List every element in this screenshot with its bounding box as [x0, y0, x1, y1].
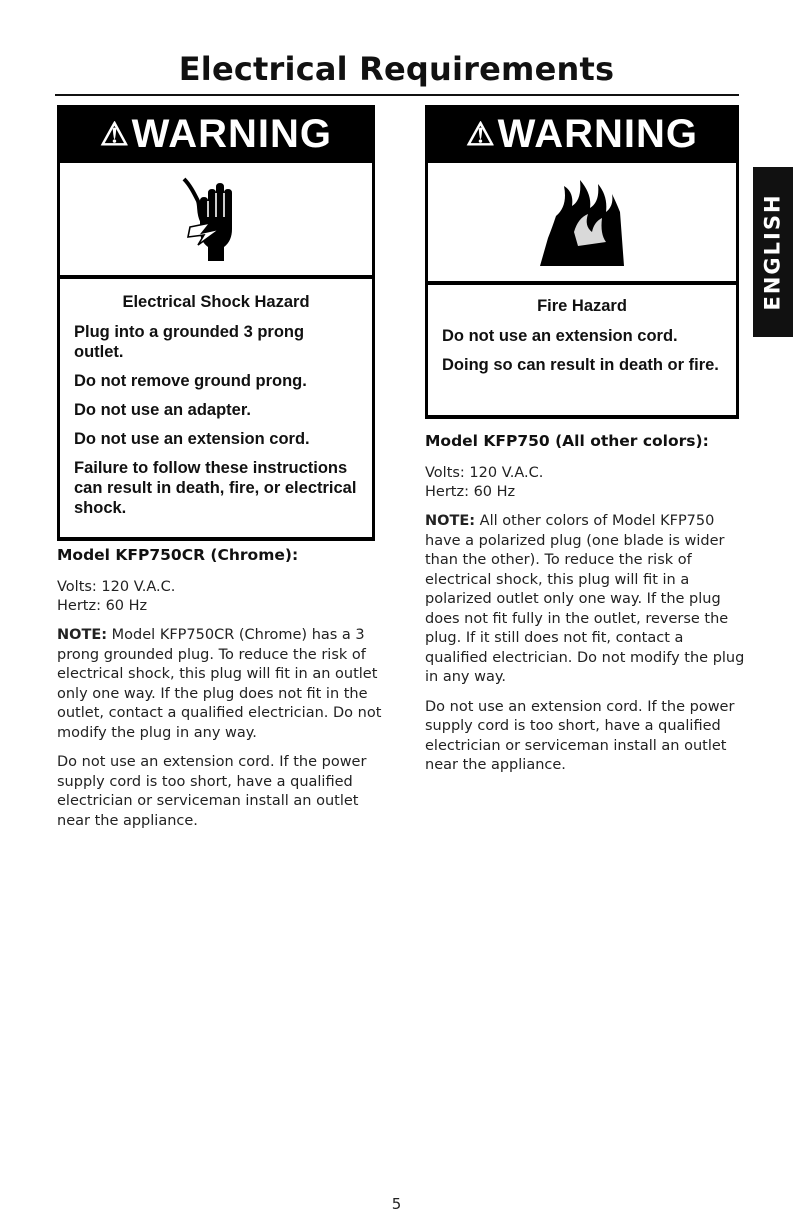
- other-colors-model-section: [425, 432, 745, 786]
- spec-block: [425, 464, 745, 502]
- note-label: NOTE:: [425, 513, 476, 529]
- warning-banner: [57, 105, 375, 163]
- hazard-line: Plug into a grounded 3 prong outlet.: [74, 323, 305, 361]
- note-text: Model KFP750CR (Chrome) has a 3 prong grounded plug. To reduce the risk of electrical shock, this plug will fit in an outlet only one way. If the plug does not fit in the outlet, contact a qualified electrician. Do not modify the plug in any way.: [57, 627, 382, 741]
- chrome-model-section: [57, 546, 387, 841]
- shock-icon-area: [57, 163, 375, 279]
- note-label: NOTE:: [57, 627, 108, 643]
- title-rule: [55, 94, 739, 96]
- hazard-line: Doing so can result in death or fire.: [442, 356, 719, 374]
- language-tab-label: ENGLISH: [761, 193, 785, 311]
- note-paragraph: [57, 626, 387, 743]
- shock-warning-text: [57, 279, 375, 541]
- note-paragraph: [425, 512, 745, 688]
- hazard-title: Electrical Shock Hazard: [122, 293, 310, 311]
- extension-cord-paragraph: Do not use an extension cord. If the power supply cord is too short, have a qualified electrician or serviceman install an outlet near the appliance.: [57, 754, 367, 829]
- language-tab: [753, 167, 793, 337]
- hazard-line: Do not remove ground prong.: [74, 372, 307, 390]
- page-number: 5: [391, 1195, 402, 1213]
- model-heading: Model KFP750CR (Chrome):: [57, 546, 299, 564]
- hazard-line: Do not use an extension cord.: [442, 327, 678, 345]
- hertz-spec: Hertz: 60 Hz: [57, 598, 148, 614]
- spec-block: [57, 578, 387, 616]
- fire-warning-text: [425, 285, 739, 419]
- note-text: All other colors of Model KFP750 have a polarized plug (one blade is wider than the other). To reduce the risk of electrical shock, this plug will fit in a polarized outlet only one way. If the plug does not fit fully in the outlet, reverse the plug. If it still does not fit, contact a qualified electrician. Do not modify the plug in any way.: [425, 513, 745, 685]
- fire-icon-area: [425, 163, 739, 285]
- electric-shock-hand-icon: [176, 171, 256, 267]
- extension-cord-paragraph: Do not use an extension cord. If the power supply cord is too short, have a qualified electrician or serviceman install an outlet near the appliance.: [425, 698, 735, 773]
- model-heading: Model KFP750 (All other colors):: [425, 432, 709, 450]
- hazard-line: Do not use an extension cord.: [74, 430, 310, 448]
- warning-triangle-icon: ⚠: [465, 116, 496, 152]
- hazard-line: Failure to follow these instructions can result in death, fire, or electrical shock.: [74, 459, 357, 517]
- page-title: Electrical Requirements: [178, 50, 615, 88]
- hazard-title: Fire Hazard: [537, 297, 627, 315]
- warning-triangle-icon: ⚠: [99, 116, 130, 152]
- volts-spec: Volts: 120 V.A.C.: [425, 465, 544, 481]
- hazard-line: Do not use an adapter.: [74, 401, 251, 419]
- fire-hazard-warning: [425, 105, 739, 419]
- hertz-spec: Hertz: 60 Hz: [425, 484, 516, 500]
- fire-flames-icon: [534, 172, 630, 272]
- warning-banner-label: WARNING: [497, 112, 698, 156]
- volts-spec: Volts: 120 V.A.C.: [57, 579, 176, 595]
- shock-hazard-warning: [57, 105, 375, 541]
- warning-banner: [425, 105, 739, 163]
- warning-banner-label: WARNING: [131, 112, 332, 156]
